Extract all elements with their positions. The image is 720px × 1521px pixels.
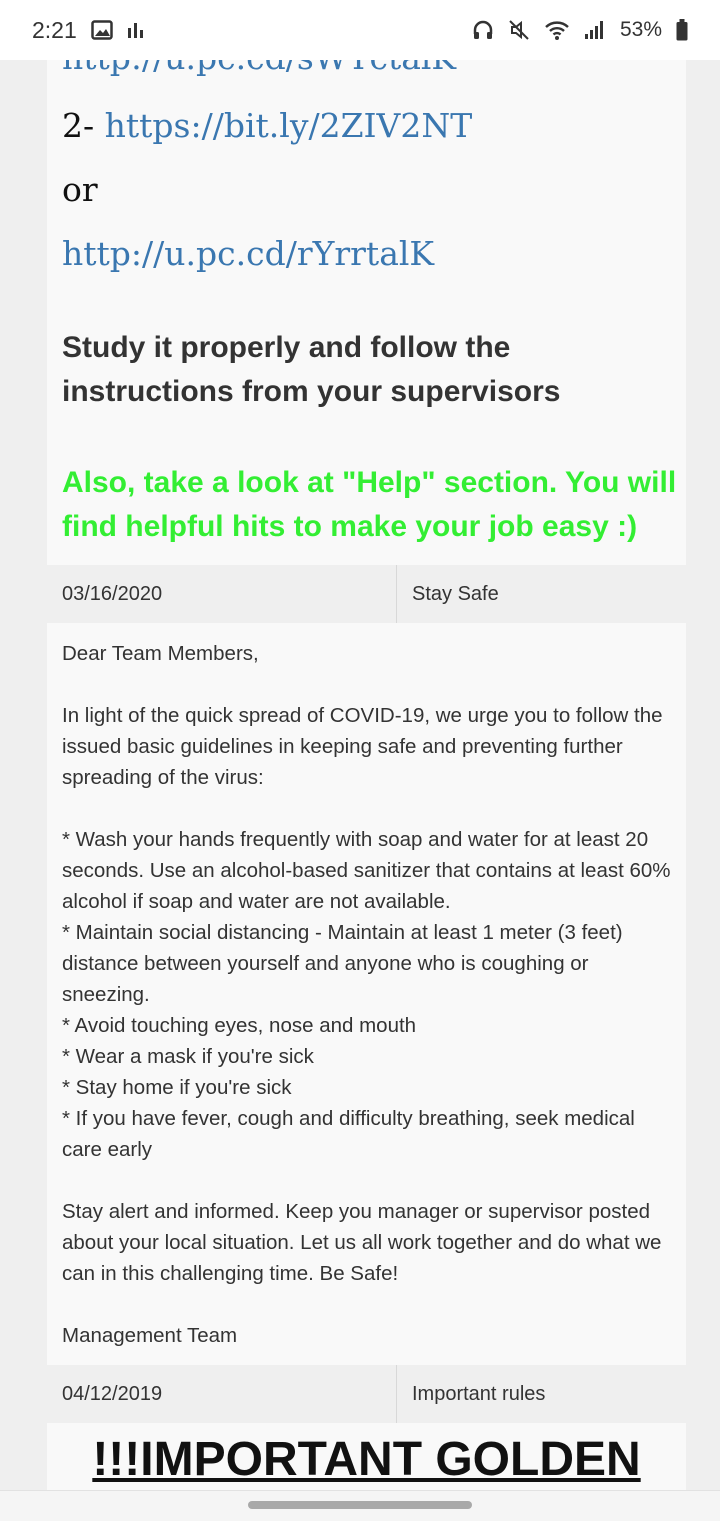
post-body-stay-safe	[62, 638, 677, 1351]
guideline-item: * Wash your hands frequently with soap and water for at least 20 seconds. Use an alcohol-based sanitizer that contains at least 60% alcohol if soap and water are not available.	[62, 828, 671, 913]
post-intro: In light of the quick spread of COVID-19, we urge you to follow the issued basic guidelines in keeping safe and preventing further spreading of the virus:	[62, 704, 663, 789]
post-header-important-rules[interactable]	[47, 1365, 686, 1423]
guideline-item: * If you have fever, cough and difficulty breathing, seek medical care early	[62, 1107, 635, 1161]
link-item-2-prefix: 2-	[62, 106, 105, 145]
guideline-item: * Wear a mask if you're sick	[62, 1045, 314, 1068]
post-closing: Stay alert and informed. Keep you manager or supervisor posted about your local situation. Let us all work together and do what we can in this challenging time. Be Safe!	[62, 1200, 662, 1285]
post-date: 03/16/2020	[47, 565, 397, 623]
battery-icon	[676, 19, 688, 41]
wifi-icon	[544, 19, 570, 41]
bitly-link[interactable]: https://bit.ly/2ZIV2NT	[104, 106, 473, 145]
link-item-3[interactable]: http://u.pc.cd/rYrrtalK	[62, 234, 435, 273]
mute-icon	[508, 19, 530, 41]
post-title: Stay Safe	[412, 583, 499, 605]
home-gesture-handle[interactable]	[248, 1501, 472, 1509]
study-instructions-text: Study it properly and follow the instructions from your supervisors	[62, 331, 561, 408]
cell-signal-icon	[584, 20, 606, 40]
guideline-item: * Maintain social distancing - Maintain at least 1 meter (3 feet) distance between yourself and anyone who is coughing or sneezing.	[62, 921, 623, 1006]
navigation-bar	[0, 1490, 720, 1521]
signal-bars-icon	[127, 21, 145, 39]
post-greeting: Dear Team Members,	[62, 642, 259, 665]
image-icon	[91, 20, 113, 40]
guideline-item: * Stay home if you're sick	[62, 1076, 292, 1099]
news-content	[47, 0, 686, 1490]
status-bar	[0, 0, 720, 60]
post-title: Important rules	[412, 1383, 546, 1405]
status-time: 2:21	[32, 16, 77, 43]
link-item-2	[62, 106, 472, 145]
important-golden-heading: !!!IMPORTANT GOLDEN	[92, 1433, 641, 1486]
or-text: or	[62, 170, 98, 209]
headphones-icon	[472, 20, 494, 40]
post-date: 04/12/2019	[47, 1365, 397, 1423]
post-signature: Management Team	[62, 1324, 238, 1347]
battery-percent: 53%	[619, 18, 662, 41]
guideline-item: * Avoid touching eyes, nose and mouth	[62, 1014, 417, 1037]
post-header-stay-safe[interactable]	[47, 565, 686, 623]
help-section-note: Also, take a look at "Help" section. You will find helpful hits to make your job easy :)	[62, 466, 677, 543]
